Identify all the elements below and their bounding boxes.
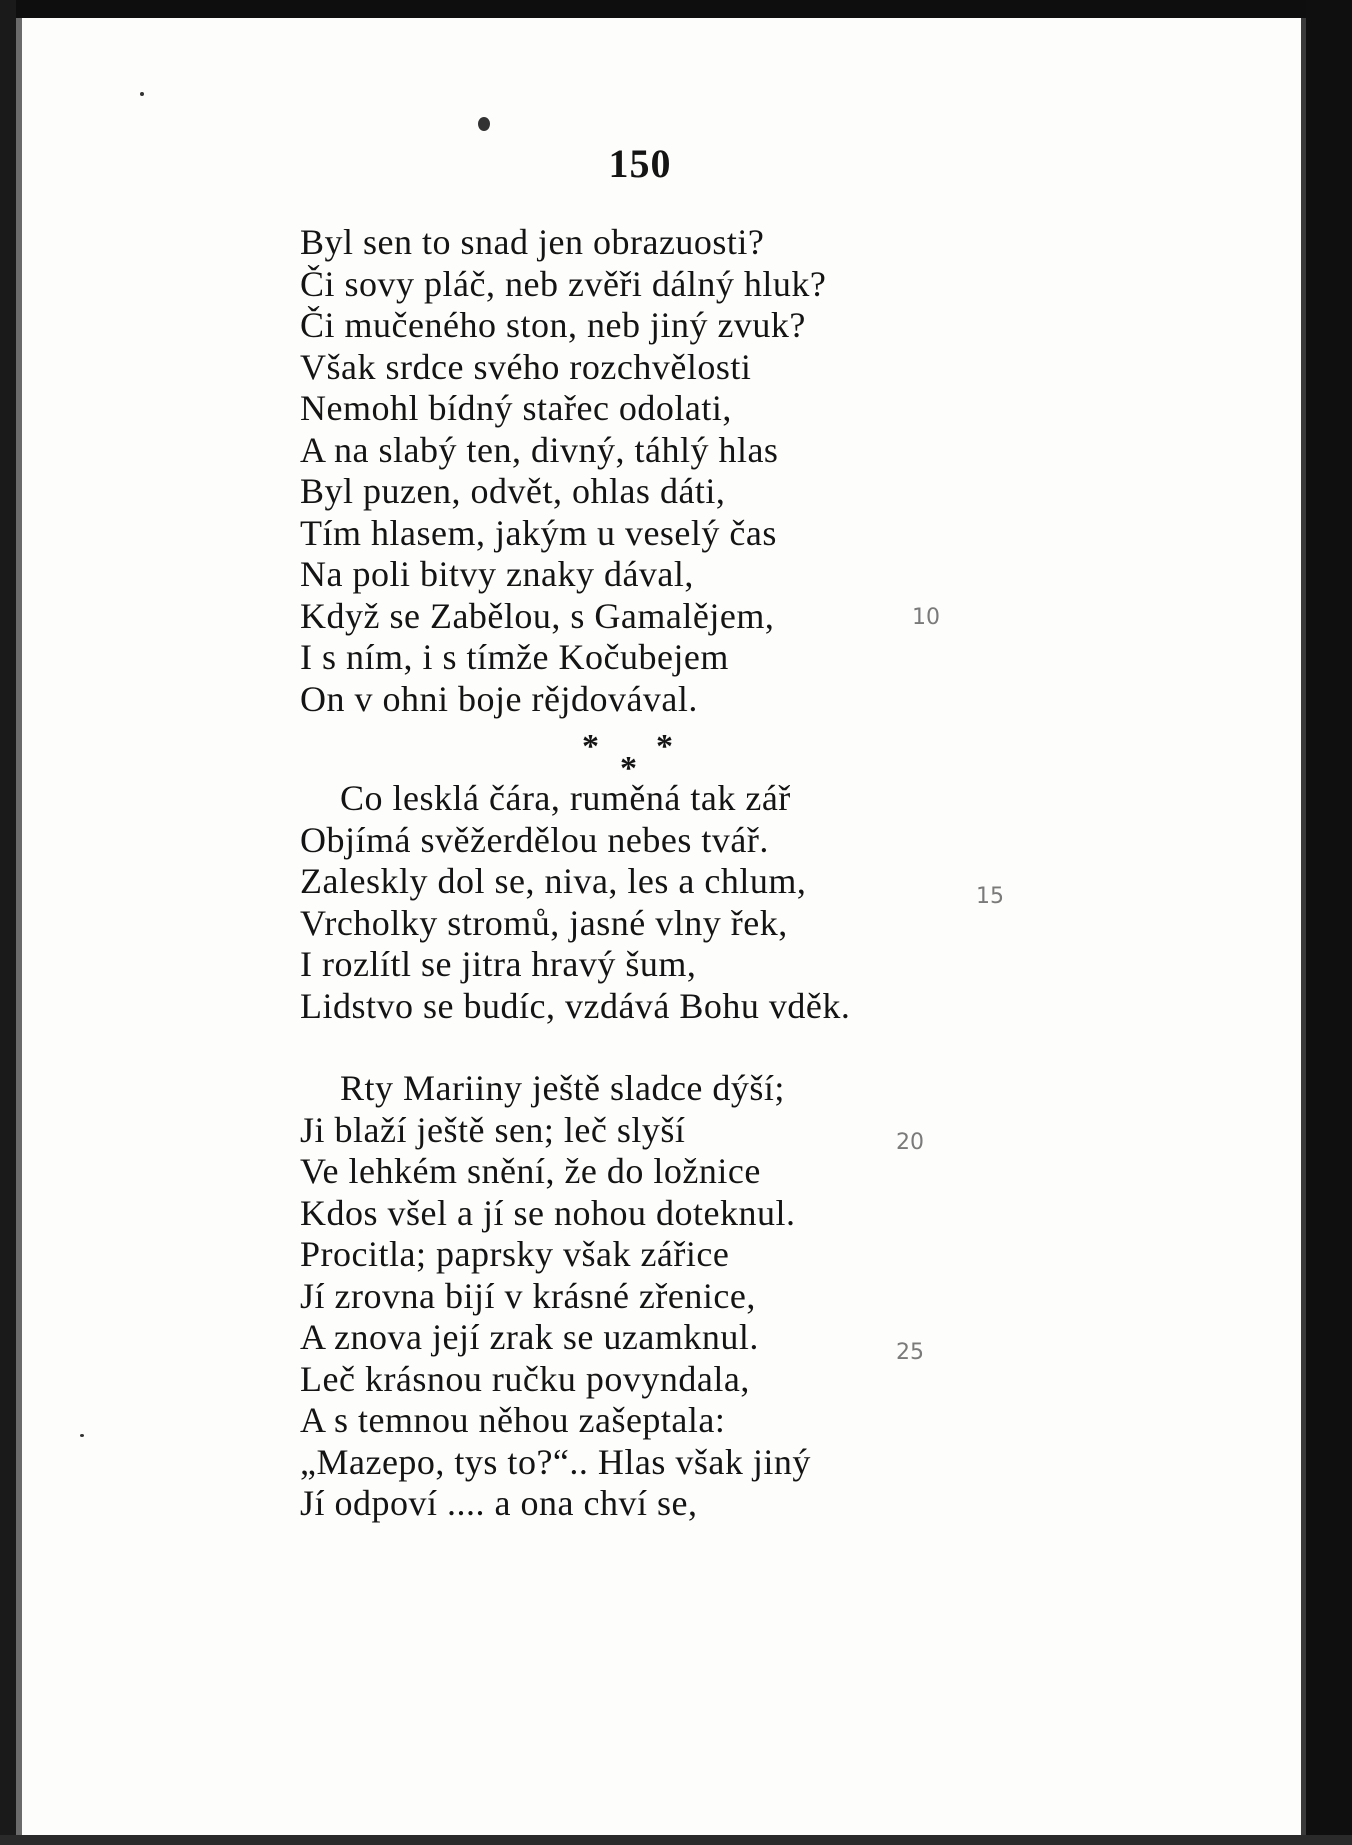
page-number: 150 bbox=[608, 141, 672, 186]
margin-line-count: 25 bbox=[896, 1340, 924, 1365]
verse-line: Jí odpoví .... a ona chví se, bbox=[300, 1483, 698, 1523]
verse-line: Ve lehkém snění, že do ložnice bbox=[300, 1151, 761, 1191]
verse-line: Či mučeného ston, neb jiný zvuk? bbox=[300, 305, 806, 345]
scan-right-border bbox=[1306, 0, 1352, 1845]
verse-line: A na slabý ten, divný, táhlý hlas bbox=[300, 429, 779, 470]
verse-line: Byl sen to snad jen obrazuosti? bbox=[300, 222, 765, 262]
verse-line: Byl puzen, odvět, ohlas dáti, bbox=[300, 471, 726, 511]
scan-page-edge bbox=[1301, 18, 1306, 1845]
ink-speck bbox=[80, 1434, 84, 1437]
scan-binding-shadow bbox=[16, 18, 22, 1845]
verse-line: Jí zrovna bijí v krásné zřenice, bbox=[300, 1275, 756, 1316]
ink-speck bbox=[140, 92, 144, 96]
verse-line: A s temnou něhou zašeptala: bbox=[300, 1400, 726, 1440]
margin-line-count: 10 bbox=[912, 605, 940, 630]
scan-bottom-border bbox=[0, 1835, 1352, 1845]
verse-line: I rozlítl se jitra hravý šum, bbox=[300, 944, 697, 984]
verse-line: Procitla; paprsky však zářice bbox=[300, 1234, 730, 1274]
margin-line-count: 20 bbox=[896, 1130, 924, 1155]
scan-left-border bbox=[0, 0, 16, 1845]
stanza-gap bbox=[300, 1027, 1020, 1068]
scan-top-border bbox=[0, 0, 1352, 18]
verse-line: On v ohni boje rějdovával. bbox=[300, 678, 698, 719]
ink-speck bbox=[478, 117, 490, 131]
poem-body bbox=[300, 222, 1020, 1525]
verse-line: Tím hlasem, jakým u veselý čas bbox=[300, 512, 777, 553]
verse-line: Ji blaží ještě sen; leč slyší bbox=[300, 1109, 686, 1150]
verse-line: Zaleskly dol se, niva, les a chlum, bbox=[300, 861, 807, 901]
asterism-star: * bbox=[656, 728, 673, 765]
verse-line: Či sovy pláč, neb zvěři dálný hluk? bbox=[300, 263, 827, 304]
verse-line: Kdos všel a jí se nohou doteknul. bbox=[300, 1192, 796, 1233]
verse-line: Nemohl bídný stařec odolati, bbox=[300, 388, 732, 428]
margin-line-count: 15 bbox=[976, 884, 1004, 909]
section-asterism bbox=[300, 720, 1020, 787]
verse-line: „Mazepo, tys to?“.. Hlas však jiný bbox=[300, 1441, 811, 1482]
verse-line: Rty Mariiny ještě sladce dýší; bbox=[340, 1068, 785, 1108]
asterism-star: * bbox=[582, 728, 599, 765]
verse-line: I s ním, i s tímže Kočubejem bbox=[300, 637, 729, 677]
verse-line: Co lesklá čára, ruměná tak zář bbox=[340, 778, 791, 818]
verse-line: Však srdce svého rozchvělosti bbox=[300, 346, 752, 387]
verse-line: Na poli bitvy znaky dával, bbox=[300, 554, 694, 594]
verse-line: Objímá svěžerdělou nebes tvář. bbox=[300, 819, 769, 860]
verse-line: Vrcholky stromů, jasné vlny řek, bbox=[300, 902, 788, 943]
verse-line: Leč krásnou ručku povyndala, bbox=[300, 1358, 750, 1399]
verse-line: A znova její zrak se uzamknul. bbox=[300, 1317, 759, 1357]
stanza-1 bbox=[300, 222, 1020, 720]
verse-line: Lidstvo se budíc, vzdává Bohu vděk. bbox=[300, 985, 851, 1026]
verse-line: Když se Zabělou, s Gamalějem, bbox=[300, 595, 775, 636]
asterism-star: * bbox=[620, 750, 637, 787]
stanza-2 bbox=[300, 778, 1020, 1027]
